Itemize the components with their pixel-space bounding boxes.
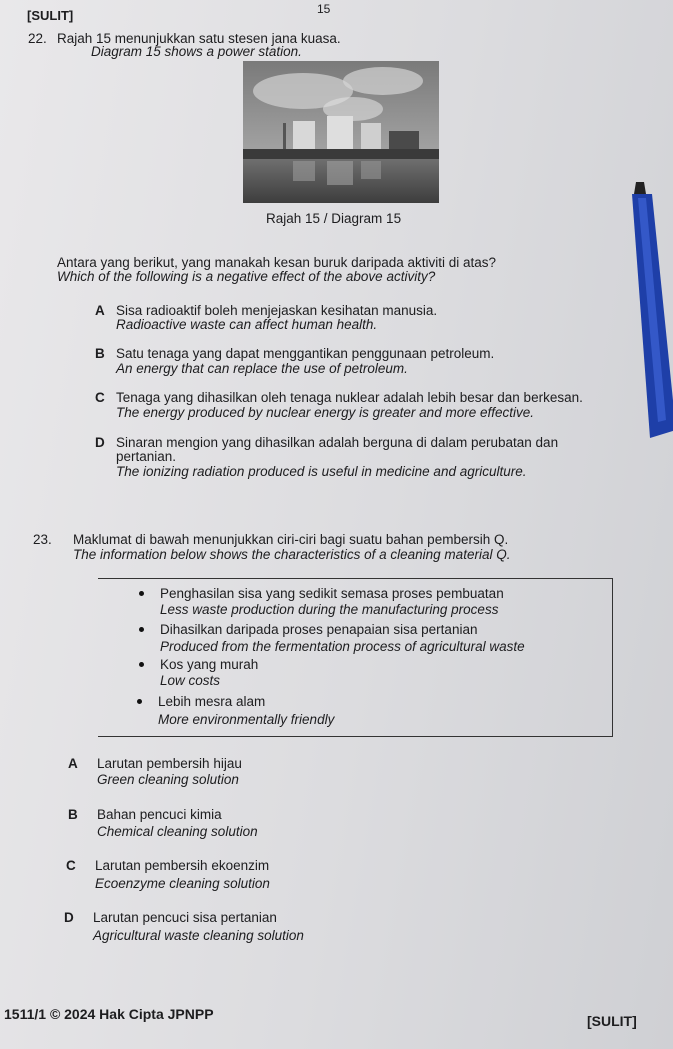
- q23-option-c-en: Ecoenzyme cleaning solution: [95, 876, 270, 891]
- q23-stem-en: The information below shows the characteristics of a cleaning material Q.: [73, 547, 511, 562]
- pen-image: [600, 180, 673, 440]
- q22-caption: Rajah 15 / Diagram 15: [266, 211, 402, 226]
- q22-option-d-ms-line1: Sinaran mengion yang dihasilkan adalah berguna di dalam perubatan dan: [116, 435, 559, 450]
- q22-option-a-en: Radioactive waste can affect human health.: [116, 317, 378, 332]
- page-number: 15: [317, 2, 331, 16]
- q23-bullet-2-en: Produced from the fermentation process of agricultural waste: [160, 639, 525, 654]
- bullet-icon: [139, 591, 144, 596]
- q22-option-d-ms-line2: pertanian.: [116, 449, 177, 464]
- q23-option-c-letter: C: [66, 858, 76, 873]
- q22-option-c-letter: C: [95, 390, 105, 405]
- q22-stem-en: Diagram 15 shows a power station.: [91, 44, 302, 59]
- q23-option-a-ms: Larutan pembersih hijau: [97, 756, 242, 771]
- q23-option-b-ms: Bahan pencuci kimia: [97, 807, 222, 822]
- q23-option-a-letter: A: [68, 756, 78, 771]
- q23-bullet-2-ms: Dihasilkan daripada proses penapaian sisa pertanian: [160, 622, 478, 637]
- q23-option-d-ms: Larutan pencuci sisa pertanian: [93, 910, 277, 925]
- q22-option-d-letter: D: [95, 435, 105, 450]
- footer-sulit: [SULIT]: [587, 1013, 637, 1029]
- q23-option-b-en: Chemical cleaning solution: [97, 824, 258, 839]
- power-station-photo: [243, 61, 439, 203]
- bullet-icon: [139, 662, 144, 667]
- q22-number: 22.: [28, 31, 47, 46]
- q22-option-a-letter: A: [95, 303, 105, 318]
- q22-option-d-en: The ionizing radiation produced is useful in medicine and agriculture.: [116, 464, 527, 479]
- q23-option-c-ms: Larutan pembersih ekoenzim: [95, 858, 270, 873]
- q22-option-c-en: The energy produced by nuclear energy is greater and more effective.: [116, 405, 534, 420]
- q23-stem-ms: Maklumat di bawah menunjukkan ciri-ciri bagi suatu bahan pembersih Q.: [73, 532, 509, 547]
- q23-number: 23.: [33, 532, 52, 547]
- q22-stem-ms: Rajah 15 menunjukkan satu stesen jana kuasa.: [57, 31, 341, 46]
- q23-bullet-3-en: Low costs: [160, 673, 221, 688]
- q23-option-d-en: Agricultural waste cleaning solution: [93, 928, 304, 943]
- q22-option-b-letter: B: [95, 346, 105, 361]
- q23-bullet-3-ms: Kos yang murah: [160, 657, 259, 672]
- q22-question-ms: Antara yang berikut, yang manakah kesan buruk daripada aktiviti di atas?: [57, 255, 497, 270]
- header-label: [SULIT]: [27, 8, 74, 23]
- q22-option-b-ms: Satu tenaga yang dapat menggantikan penggunaan petroleum.: [116, 346, 495, 361]
- bullet-icon: [139, 627, 144, 632]
- footer-copyright: 1511/1 © 2024 Hak Cipta JPNPP: [4, 1006, 214, 1022]
- q23-bullet-4-en: More environmentally friendly: [158, 712, 335, 727]
- q22-question-en: Which of the following is a negative effect of the above activity?: [57, 269, 436, 284]
- q23-option-b-letter: B: [68, 807, 78, 822]
- bullet-icon: [137, 699, 142, 704]
- q23-bullet-1-en: Less waste production during the manufacturing process: [160, 602, 499, 617]
- q23-bullet-1-ms: Penghasilan sisa yang sedikit semasa proses pembuatan: [160, 586, 504, 601]
- q22-option-c-ms: Tenaga yang dihasilkan oleh tenaga nuklear adalah lebih besar dan berkesan.: [116, 390, 583, 405]
- q23-option-a-en: Green cleaning solution: [97, 772, 239, 787]
- q23-bullet-4-ms: Lebih mesra alam: [158, 694, 266, 709]
- q22-option-b-en: An energy that can replace the use of petroleum.: [116, 361, 408, 376]
- q23-option-d-letter: D: [64, 910, 74, 925]
- q22-option-a-ms: Sisa radioaktif boleh menjejaskan kesihatan manusia.: [116, 303, 438, 318]
